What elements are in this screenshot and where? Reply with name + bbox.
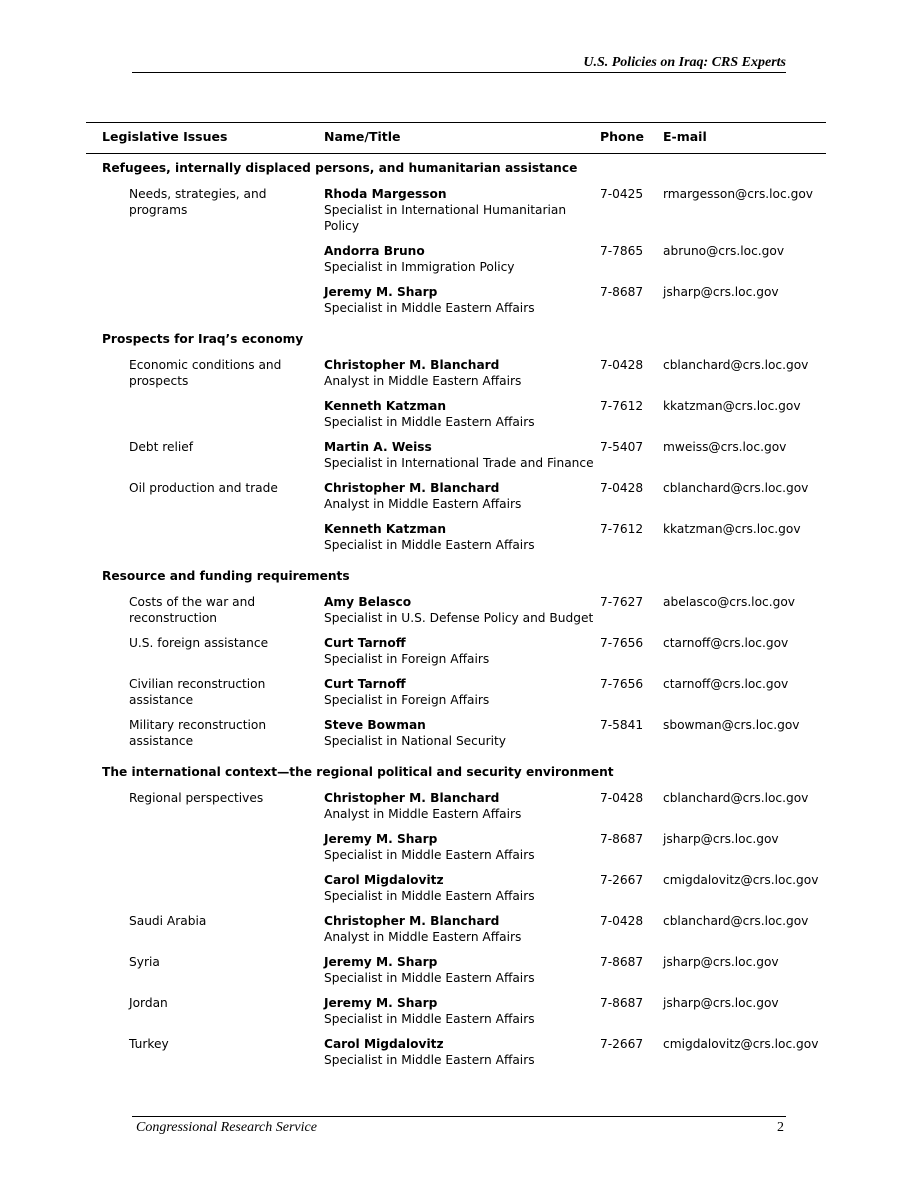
issue-cell: Oil production and trade xyxy=(129,481,278,495)
email-cell[interactable]: abelasco@crs.loc.gov xyxy=(663,595,796,609)
name-title-cell xyxy=(324,480,600,521)
table-row xyxy=(86,357,826,398)
phone-cell: 7-7656 xyxy=(600,677,644,691)
table-row xyxy=(86,439,826,480)
phone-cell: 7-8687 xyxy=(600,996,644,1010)
table-row xyxy=(86,676,826,717)
email-cell[interactable]: rmargesson@crs.loc.gov xyxy=(663,187,813,201)
phone-cell: 7-7656 xyxy=(600,636,644,650)
phone-cell: 7-7612 xyxy=(600,399,644,413)
phone-cell: 7-0428 xyxy=(600,358,644,372)
phone-cell: 7-0428 xyxy=(600,791,644,805)
expert-title: Specialist in Middle Eastern Affairs xyxy=(324,971,535,985)
section-title: Refugees, internally displaced persons, and humanitarian assistance xyxy=(102,161,578,175)
email-cell[interactable]: abruno@crs.loc.gov xyxy=(663,244,785,258)
table-row xyxy=(86,635,826,676)
table-row xyxy=(86,243,826,284)
expert-name: Christopher M. Blanchard xyxy=(324,481,500,495)
name-title-cell xyxy=(324,243,600,284)
table-row xyxy=(86,717,826,758)
phone-cell: 7-5841 xyxy=(600,718,644,732)
issue-cell xyxy=(86,243,324,284)
phone-cell: 7-8687 xyxy=(600,285,644,299)
expert-name: Carol Migdalovitz xyxy=(324,1037,444,1051)
table-row xyxy=(86,995,826,1036)
expert-name: Kenneth Katzman xyxy=(324,522,447,536)
table-row xyxy=(86,186,826,243)
table-row xyxy=(86,1036,826,1077)
expert-title: Specialist in Foreign Affairs xyxy=(324,693,490,707)
phone-cell: 7-0425 xyxy=(600,187,644,201)
expert-name: Rhoda Margesson xyxy=(324,187,447,201)
phone-cell: 7-2667 xyxy=(600,873,644,887)
expert-name: Andorra Bruno xyxy=(324,244,425,258)
issue-cell: Turkey xyxy=(129,1037,169,1051)
issue-cell: Regional perspectives xyxy=(129,791,264,805)
section-header-row xyxy=(86,325,826,357)
expert-title: Analyst in Middle Eastern Affairs xyxy=(324,374,522,388)
phone-cell: 7-2667 xyxy=(600,1037,644,1051)
issue-cell: U.S. foreign assistance xyxy=(129,636,269,650)
email-cell[interactable]: jsharp@crs.loc.gov xyxy=(663,996,779,1010)
expert-title: Specialist in Middle Eastern Affairs xyxy=(324,848,535,862)
expert-name: Jeremy M. Sharp xyxy=(324,832,438,846)
table-row xyxy=(86,790,826,831)
section-title: Prospects for Iraq’s economy xyxy=(102,332,304,346)
name-title-cell xyxy=(324,398,600,439)
issue-cell: Saudi Arabia xyxy=(129,914,207,928)
phone-cell: 7-0428 xyxy=(600,914,644,928)
name-title-cell xyxy=(324,284,600,325)
expert-name: Christopher M. Blanchard xyxy=(324,791,500,805)
expert-title: Specialist in International Humanitarian Policy xyxy=(324,203,567,233)
name-title-cell xyxy=(324,913,600,954)
issue-cell xyxy=(86,284,324,325)
name-title-cell xyxy=(324,1036,600,1077)
issue-cell: Jordan xyxy=(129,996,168,1010)
issue-cell: Economic conditions and prospects xyxy=(129,358,282,388)
email-cell[interactable]: jsharp@crs.loc.gov xyxy=(663,285,779,299)
expert-title: Specialist in Middle Eastern Affairs xyxy=(324,1012,535,1026)
table-body xyxy=(86,154,826,1078)
name-title-cell xyxy=(324,186,600,243)
name-title-cell xyxy=(324,676,600,717)
expert-name: Christopher M. Blanchard xyxy=(324,914,500,928)
column-header-issues: Legislative Issues xyxy=(86,123,324,154)
footer-publisher: Congressional Research Service xyxy=(136,1120,317,1135)
section-title: Resource and funding requirements xyxy=(102,569,350,583)
experts-table xyxy=(86,122,826,1077)
table-row xyxy=(86,398,826,439)
phone-cell: 7-7612 xyxy=(600,522,644,536)
name-title-cell xyxy=(324,790,600,831)
email-cell[interactable]: mweiss@crs.loc.gov xyxy=(663,440,787,454)
expert-name: Jeremy M. Sharp xyxy=(324,955,438,969)
issue-cell: Military reconstruction assistance xyxy=(129,718,267,748)
table-row xyxy=(86,594,826,635)
table-row xyxy=(86,480,826,521)
name-title-cell xyxy=(324,357,600,398)
name-title-cell xyxy=(324,954,600,995)
expert-title: Specialist in Foreign Affairs xyxy=(324,652,490,666)
expert-title: Specialist in Middle Eastern Affairs xyxy=(324,415,535,429)
table-row xyxy=(86,831,826,872)
expert-title: Analyst in Middle Eastern Affairs xyxy=(324,930,522,944)
phone-cell: 7-8687 xyxy=(600,832,644,846)
section-title: The international context—the regional political and security environment xyxy=(102,765,614,779)
name-title-cell xyxy=(324,439,600,480)
phone-cell: 7-0428 xyxy=(600,481,644,495)
email-cell[interactable]: jsharp@crs.loc.gov xyxy=(663,832,779,846)
phone-cell: 7-7865 xyxy=(600,244,644,258)
expert-name: Curt Tarnoff xyxy=(324,636,406,650)
footer-rule xyxy=(132,1116,786,1117)
email-cell[interactable]: ctarnoff@crs.loc.gov xyxy=(663,677,789,691)
name-title-cell xyxy=(324,831,600,872)
running-header-title: U.S. Policies on Iraq: CRS Experts xyxy=(583,55,786,70)
table-header-row xyxy=(86,123,826,154)
email-cell[interactable]: kkatzman@crs.loc.gov xyxy=(663,399,801,413)
issue-cell xyxy=(86,831,324,872)
name-title-cell xyxy=(324,594,600,635)
email-cell[interactable]: cblanchard@crs.loc.gov xyxy=(663,791,809,805)
expert-title: Specialist in Immigration Policy xyxy=(324,260,515,274)
expert-title: Specialist in National Security xyxy=(324,734,506,748)
expert-title: Specialist in Middle Eastern Affairs xyxy=(324,889,535,903)
expert-title: Analyst in Middle Eastern Affairs xyxy=(324,497,522,511)
expert-name: Martin A. Weiss xyxy=(324,440,432,454)
expert-name: Christopher M. Blanchard xyxy=(324,358,500,372)
email-cell[interactable]: cblanchard@crs.loc.gov xyxy=(663,914,809,928)
issue-cell: Syria xyxy=(129,955,160,969)
name-title-cell xyxy=(324,635,600,676)
section-header-row xyxy=(86,154,826,187)
email-cell[interactable]: cmigdalovitz@crs.loc.gov xyxy=(663,873,819,887)
column-header-phone: Phone xyxy=(600,123,663,154)
phone-cell: 7-8687 xyxy=(600,955,644,969)
expert-name: Steve Bowman xyxy=(324,718,426,732)
column-header-email: E-mail xyxy=(663,123,826,154)
section-header-row xyxy=(86,758,826,790)
section-header-row xyxy=(86,562,826,594)
expert-name: Jeremy M. Sharp xyxy=(324,285,438,299)
issue-cell: Debt relief xyxy=(129,440,194,454)
email-cell[interactable]: jsharp@crs.loc.gov xyxy=(663,955,779,969)
expert-name: Curt Tarnoff xyxy=(324,677,406,691)
phone-cell: 7-7627 xyxy=(600,595,644,609)
expert-name: Amy Belasco xyxy=(324,595,412,609)
table-row xyxy=(86,913,826,954)
issue-cell: Costs of the war and reconstruction xyxy=(129,595,256,625)
header-rule xyxy=(132,72,786,73)
name-title-cell xyxy=(324,872,600,913)
name-title-cell xyxy=(324,521,600,562)
experts-table-container xyxy=(86,122,826,1077)
expert-title: Specialist in International Trade and Finance xyxy=(324,456,594,470)
page-number: 2 xyxy=(777,1120,784,1135)
email-cell[interactable]: cblanchard@crs.loc.gov xyxy=(663,358,809,372)
table-row xyxy=(86,284,826,325)
expert-title: Specialist in Middle Eastern Affairs xyxy=(324,538,535,552)
table-row xyxy=(86,521,826,562)
expert-title: Analyst in Middle Eastern Affairs xyxy=(324,807,522,821)
email-cell[interactable]: sbowman@crs.loc.gov xyxy=(663,718,800,732)
issue-cell: Civilian reconstruction assistance xyxy=(129,677,266,707)
expert-title: Specialist in Middle Eastern Affairs xyxy=(324,301,535,315)
email-cell[interactable]: cblanchard@crs.loc.gov xyxy=(663,481,809,495)
expert-name: Kenneth Katzman xyxy=(324,399,447,413)
expert-name: Carol Migdalovitz xyxy=(324,873,444,887)
email-cell[interactable]: ctarnoff@crs.loc.gov xyxy=(663,636,789,650)
email-cell[interactable]: kkatzman@crs.loc.gov xyxy=(663,522,801,536)
expert-title: Specialist in Middle Eastern Affairs xyxy=(324,1053,535,1067)
table-row xyxy=(86,954,826,995)
column-header-name: Name/Title xyxy=(324,123,600,154)
name-title-cell xyxy=(324,995,600,1036)
table-row xyxy=(86,872,826,913)
phone-cell: 7-5407 xyxy=(600,440,644,454)
issue-cell xyxy=(86,872,324,913)
issue-cell xyxy=(86,398,324,439)
expert-title: Specialist in U.S. Defense Policy and Budget xyxy=(324,611,594,625)
issue-cell: Needs, strategies, and programs xyxy=(129,187,267,217)
issue-cell xyxy=(86,521,324,562)
expert-name: Jeremy M. Sharp xyxy=(324,996,438,1010)
name-title-cell xyxy=(324,717,600,758)
email-cell[interactable]: cmigdalovitz@crs.loc.gov xyxy=(663,1037,819,1051)
